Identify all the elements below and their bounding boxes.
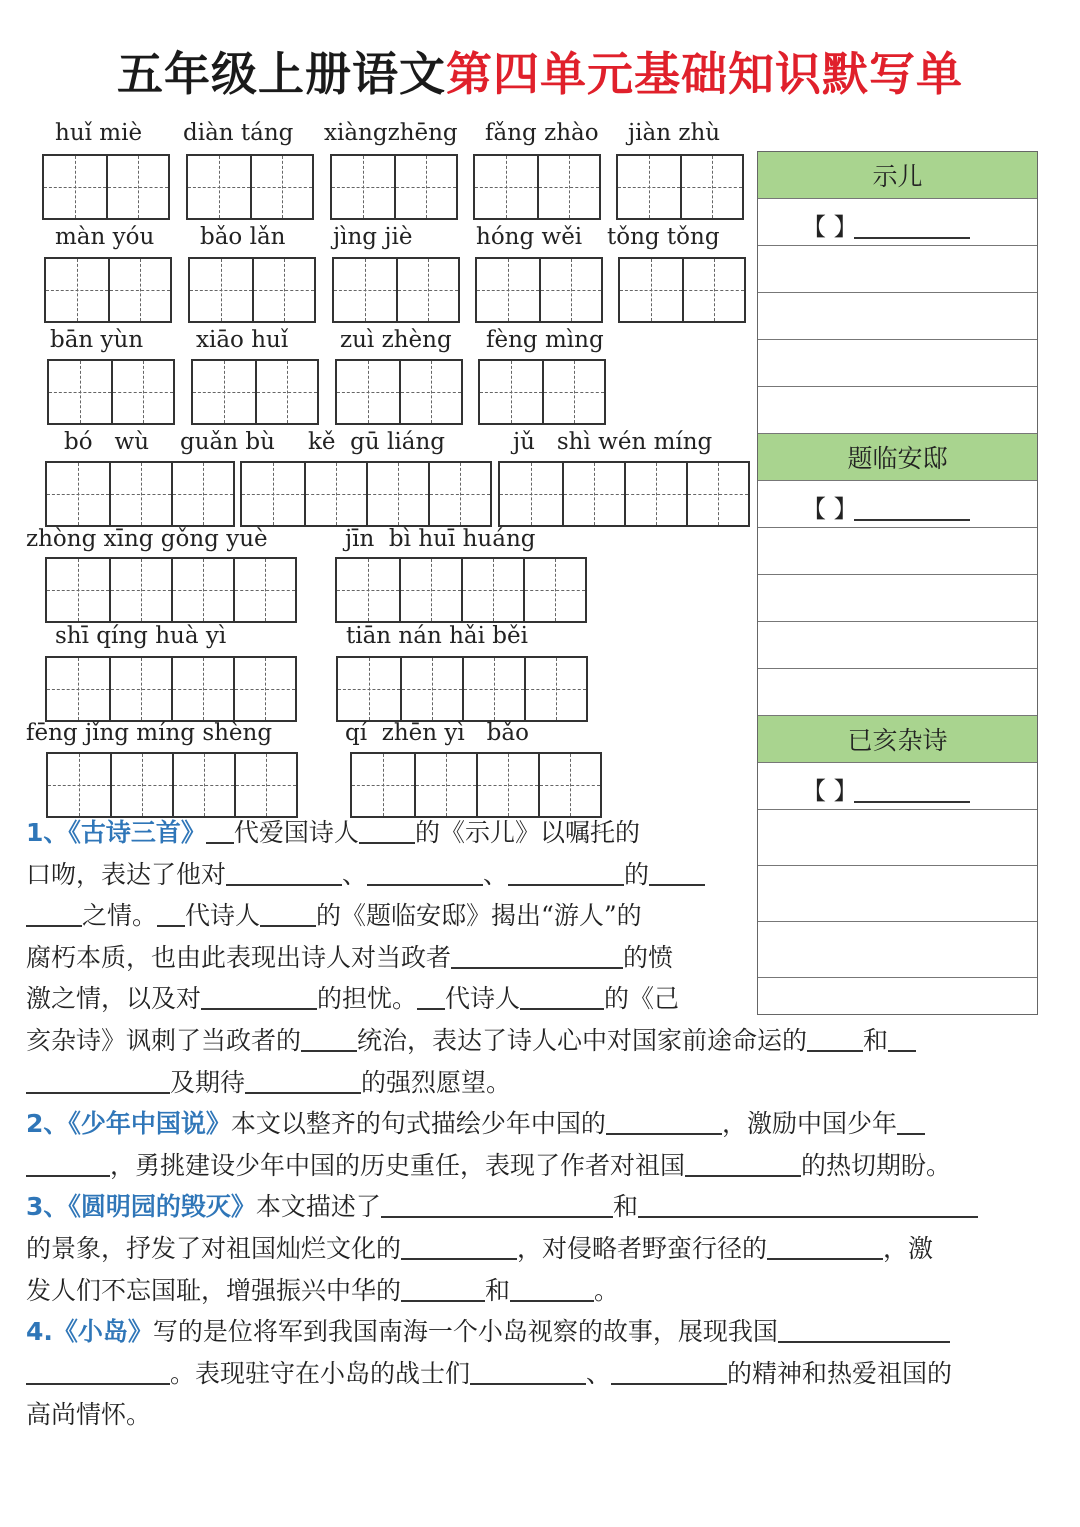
title-unit: 第四单元基础知识默写单: [446, 47, 963, 101]
fill-blank[interactable]: [201, 983, 317, 1010]
q2-line: [26, 1145, 1061, 1187]
author-line[interactable]: [758, 481, 1037, 528]
fill-blank[interactable]: [606, 1108, 722, 1135]
question-text: 口吻，表达了他对: [26, 859, 227, 889]
question-number: 2、: [26, 1109, 69, 1139]
question-text: 本文以整齐的句式描绘少年中国的: [230, 1109, 606, 1139]
fill-blank[interactable]: [157, 900, 185, 927]
pinyin-label: shī qíng huà yì: [55, 623, 227, 649]
dynasty-bracket: 【 】: [802, 213, 858, 241]
char-box-group[interactable]: [478, 359, 606, 425]
fill-blank[interactable]: [888, 1025, 916, 1052]
q1-line: [26, 812, 746, 854]
fill-blank[interactable]: [649, 859, 705, 886]
char-box-group[interactable]: [336, 656, 588, 722]
fill-blank[interactable]: [508, 859, 624, 886]
q1-line: [26, 978, 746, 1020]
question-text: 的景象，抒发了对祖国灿烂文化的: [26, 1233, 402, 1263]
fill-blank[interactable]: [685, 1150, 801, 1177]
q3-line: [26, 1186, 1061, 1228]
question-area: [26, 812, 1061, 1436]
q1-line: [26, 1020, 1061, 1062]
char-box-group[interactable]: [332, 257, 460, 323]
pinyin-label: xiāo huǐ: [196, 327, 289, 353]
question-text: 及期待: [170, 1067, 246, 1097]
question-text: 本文描述了: [255, 1192, 381, 1222]
pinyin-label: guǎn bù: [180, 429, 275, 455]
fill-blank[interactable]: [226, 859, 342, 886]
fill-blank[interactable]: [26, 1067, 170, 1094]
char-box-group[interactable]: [191, 359, 319, 425]
char-box-group[interactable]: [616, 154, 744, 220]
question-number: 3、: [26, 1192, 69, 1222]
pinyin-label: bān yùn: [50, 327, 144, 353]
question-text: 代诗人: [445, 984, 521, 1014]
char-box-group[interactable]: [475, 257, 603, 323]
pinyin-label: diàn táng: [183, 120, 294, 146]
title-grade: 五年级上册语文: [117, 47, 446, 101]
question-text: 之情。: [82, 901, 158, 931]
pinyin-label: hóng wěi: [476, 224, 583, 250]
fill-blank[interactable]: [638, 1191, 978, 1218]
question-text: 的愤: [623, 942, 674, 972]
q3-line: [26, 1270, 1061, 1312]
fill-blank[interactable]: [401, 1275, 485, 1302]
q1-line: [26, 895, 746, 937]
question-text: 激之情，以及对: [26, 984, 202, 1014]
char-box-group[interactable]: [42, 154, 170, 220]
char-box-group[interactable]: [45, 461, 235, 527]
question-text: 写的是位将军到我国南海一个小岛视察的故事，展现我国: [152, 1317, 778, 1347]
pinyin-label: fēng jǐng míng shèng: [26, 720, 273, 746]
text-title: 《少年中国说》: [68, 1109, 231, 1139]
pinyin-label: fèng mìng: [486, 327, 604, 353]
text-title: 《小岛》: [52, 1317, 153, 1347]
author-blank[interactable]: [854, 519, 970, 521]
char-box-group[interactable]: [45, 557, 297, 623]
question-text: ，激: [883, 1233, 934, 1263]
pinyin-label: jiàn zhù: [628, 120, 721, 146]
question-text: 和: [863, 1025, 889, 1055]
question-text: 的担忧。: [317, 984, 418, 1014]
question-number: 1、: [26, 818, 69, 847]
question-text: 的热切期盼。: [801, 1150, 952, 1180]
poem-section-tilinandi: [758, 434, 1037, 716]
fill-blank[interactable]: [206, 817, 234, 844]
char-box-group[interactable]: [498, 461, 750, 527]
pinyin-label: zuì zhèng: [340, 327, 452, 353]
fill-blank[interactable]: [897, 1108, 925, 1135]
q4-line: [26, 1353, 1061, 1395]
q4-line: [26, 1311, 1061, 1353]
pinyin-label: qí zhēn yì bǎo: [345, 720, 529, 746]
poem-title: 示儿: [758, 152, 1037, 199]
fill-blank[interactable]: [381, 1191, 613, 1218]
pinyin-label: bó wù: [64, 429, 150, 455]
fill-blank[interactable]: [260, 900, 316, 927]
q4-line: [26, 1394, 1061, 1436]
question-text: ，勇挑建设少年中国的历史重任，表现了作者对祖国: [110, 1150, 686, 1180]
text-title: 《圆明园的毁灭》: [68, 1192, 256, 1222]
question-text: 、: [483, 859, 509, 889]
writing-line[interactable]: [758, 669, 1037, 716]
question-text: 的《示儿》以嘱托的: [414, 818, 640, 847]
writing-line[interactable]: [758, 622, 1037, 669]
question-text: ，激励中国少年: [721, 1109, 897, 1139]
writing-line[interactable]: [758, 246, 1037, 293]
char-box-group[interactable]: [618, 257, 746, 323]
char-box-group[interactable]: [335, 557, 587, 623]
author-line[interactable]: [758, 199, 1037, 246]
pinyin-grid-area: [0, 0, 760, 830]
fill-blank[interactable]: [401, 1233, 517, 1260]
char-box-group[interactable]: [473, 154, 601, 220]
fill-blank[interactable]: [301, 1025, 357, 1052]
author-line[interactable]: [758, 763, 1037, 810]
poem-section-shier: [758, 152, 1037, 434]
char-box-group[interactable]: [350, 752, 602, 818]
fill-blank[interactable]: [245, 1067, 361, 1094]
pinyin-label: jīn bì huī huáng: [345, 526, 536, 552]
q1-line: [26, 854, 746, 896]
fill-blank[interactable]: [26, 900, 82, 927]
q1-line: [26, 937, 746, 979]
pinyin-label: jǔ shì wén míng: [513, 429, 713, 455]
question-text: 。表现驻守在小岛的战士们: [170, 1358, 471, 1388]
author-blank[interactable]: [854, 801, 970, 803]
fill-blank[interactable]: [510, 1275, 594, 1302]
char-box-group[interactable]: [188, 257, 316, 323]
poem-title: 已亥杂诗: [758, 716, 1037, 763]
char-box-group[interactable]: [44, 257, 172, 323]
question-text: 的《题临安邸》揭出“游人”的: [316, 901, 642, 931]
pinyin-label: jìng jiè: [333, 224, 413, 250]
fill-blank[interactable]: [778, 1316, 950, 1343]
dynasty-bracket: 【 】: [802, 777, 858, 805]
pinyin-label: fǎng zhào: [485, 120, 599, 146]
writing-line[interactable]: [758, 293, 1037, 340]
question-text: 、: [342, 859, 368, 889]
question-text: 。: [594, 1275, 620, 1305]
question-text: 的《己: [604, 984, 680, 1014]
question-text: 、: [586, 1358, 612, 1388]
question-text: 和: [485, 1275, 511, 1305]
question-text: 代爱国诗人: [233, 818, 359, 847]
writing-line[interactable]: [758, 387, 1037, 434]
char-box-group[interactable]: [45, 656, 297, 722]
fill-blank[interactable]: [520, 983, 604, 1010]
question-number: 4.: [26, 1317, 53, 1347]
fill-blank[interactable]: [417, 983, 445, 1010]
q2-line: [26, 1103, 1061, 1145]
writing-line[interactable]: [758, 340, 1037, 387]
pinyin-label: kě gū liáng: [308, 429, 445, 455]
question-text: ，对侵略者野蛮行径的: [517, 1233, 768, 1263]
fill-blank[interactable]: [26, 1150, 110, 1177]
fill-blank[interactable]: [767, 1233, 883, 1260]
char-box-group[interactable]: [240, 461, 492, 527]
pinyin-label: tǒng tǒng: [607, 224, 720, 250]
char-box-group[interactable]: [335, 359, 463, 425]
writing-line[interactable]: [758, 528, 1037, 575]
text-title: 《古诗三首》: [68, 818, 206, 847]
char-box-group[interactable]: [330, 154, 458, 220]
author-blank[interactable]: [854, 237, 970, 239]
char-box-group[interactable]: [47, 359, 175, 425]
pinyin-label: màn yóu: [55, 224, 155, 250]
question-text: 发人们不忘国耻，增强振兴中华的: [26, 1275, 402, 1305]
pinyin-label: xiàngzhēng: [324, 120, 458, 146]
char-box-group[interactable]: [46, 752, 298, 818]
question-text: 亥杂诗》讽刺了当政者的: [26, 1025, 302, 1055]
fill-blank[interactable]: [807, 1025, 863, 1052]
char-box-group[interactable]: [186, 154, 314, 220]
question-text: 的强烈愿望。: [361, 1067, 512, 1097]
pinyin-label: huǐ miè: [55, 120, 143, 146]
fill-blank[interactable]: [451, 942, 623, 969]
question-text: 的: [624, 859, 650, 889]
fill-blank[interactable]: [359, 817, 415, 844]
pinyin-label: zhòng xīng gǒng yuè: [26, 526, 268, 552]
question-text: 统治，表达了诗人心中对国家前途命运的: [357, 1025, 808, 1055]
fill-blank[interactable]: [470, 1358, 586, 1385]
question-text: 高尚情怀。: [26, 1400, 152, 1430]
fill-blank[interactable]: [367, 859, 483, 886]
q3-line: [26, 1228, 1061, 1270]
question-text: 和: [612, 1192, 638, 1222]
poem-title: 题临安邸: [758, 434, 1037, 481]
writing-line[interactable]: [758, 575, 1037, 622]
q1-line: [26, 1062, 1061, 1104]
pinyin-label: bǎo lǎn: [200, 224, 286, 250]
fill-blank[interactable]: [26, 1358, 170, 1385]
dynasty-bracket: 【 】: [802, 495, 858, 523]
question-text: 代诗人: [185, 901, 261, 931]
question-text: 的精神和热爱祖国的: [727, 1358, 953, 1388]
fill-blank[interactable]: [611, 1358, 727, 1385]
question-text: 腐朽本质，也由此表现出诗人对当政者: [26, 942, 452, 972]
pinyin-label: tiān nán hǎi běi: [346, 623, 528, 649]
